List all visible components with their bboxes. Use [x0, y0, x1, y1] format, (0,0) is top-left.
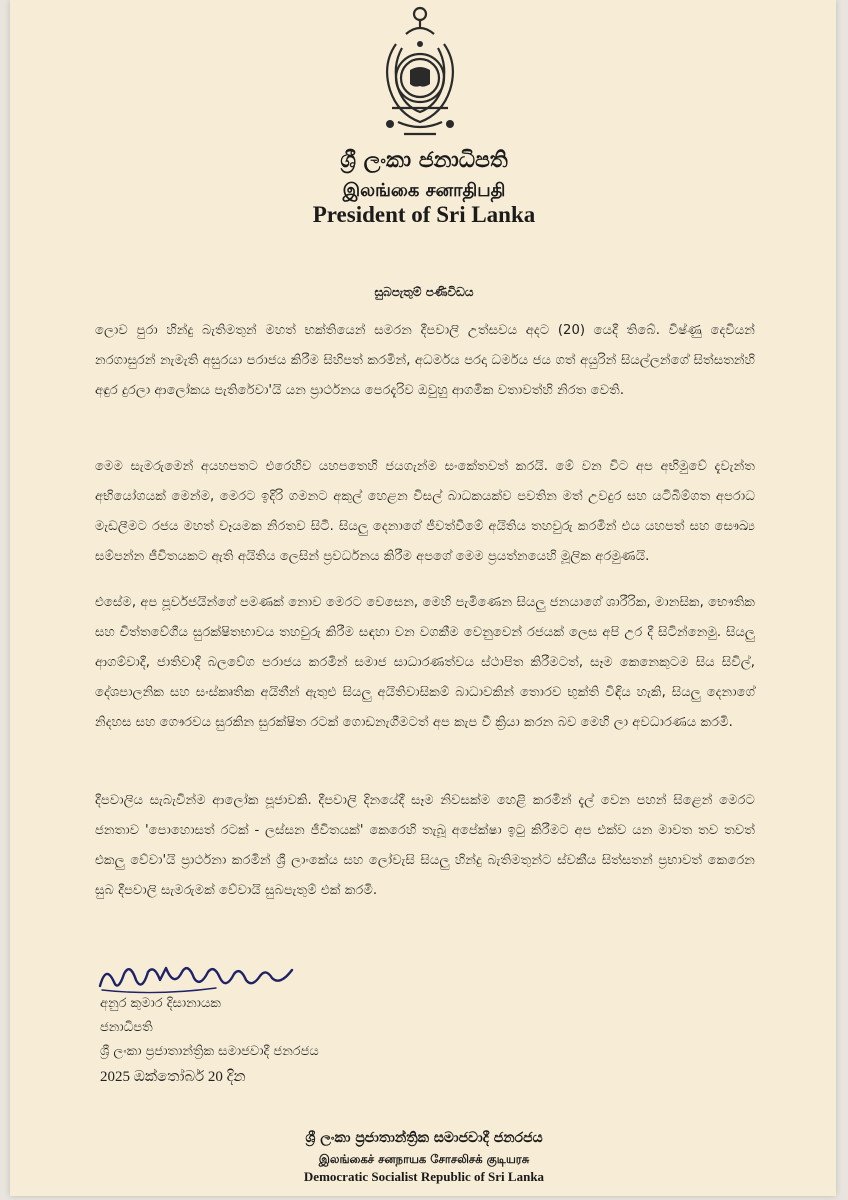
signatory-title: ජනාධිපති: [100, 1020, 153, 1035]
letterhead-title-sinhala: ශ්‍රී ලංකා ජනාධිපති: [340, 148, 508, 173]
document-heading: සුබපැතුම් පණිවිඩය: [374, 285, 474, 299]
letter-date: 2025 ඔක්තෝබර් 20 දින: [100, 1069, 246, 1085]
letterhead-title-english: President of Sri Lanka: [312, 202, 536, 227]
message-paragraph-3: එසේම, අප පූර්වජයින්ගේ පමණක් නොව මෙරට වෙසෙන, මෙහි පැමිණෙන සියලු ජනයාගේ ශාරීරික, මානසික, භෞතික සහ චිත්තවේගීය සුරක්ෂිතභාවය තහවුරු කිරීම සඳහා වන වගකීම වෙනුවෙන් රජයක් ලෙස අපි උර දී සිටින්නෙමු. සියලු ආගම්වාදී, ජාතිවාදී බලවේග පරාජය කරමින් සමාජ සාධාරණත්වය ස්ථාපිත කිරීමටත්, සෑම කෙනෙකුටම සිය සිවිල්, දේශපාලනික සහ සංස්කෘතික අයිතීන් ඇතුළු සියලු අයිතිවාසිකම් බාධාවකින් තොරව භුක්ති විඳිය හැකි, සියලු දෙනාගේ නිදහස සහ ගෞරවය සුරකින සුරක්ෂිත රටක් ගොඩනැගීමටත් අප කැප වී ක්‍රියා කරන බව මෙහි ලා අවධාරණය කරමි.: [95, 595, 755, 730]
footer-tamil: இலங்கைச் சனநாயக சோசலிசக் குடியரசு: [318, 1152, 530, 1166]
signatory-state: ශ්‍රී ලංකා ප්‍රජාතාන්ත්‍රික සමාජවාදී ජනරජය: [100, 1044, 319, 1059]
handwritten-signature: [96, 958, 301, 998]
sri-lanka-emblem: [372, 4, 468, 142]
footer-english: Democratic Socialist Republic of Sri Lanka: [303, 1169, 545, 1184]
message-paragraph-1: ලොව පුරා හින්දු බැතිමතුන් මහත් භක්තියෙන් සමරන දීපවාලි උත්සවය අදට (20) යෙදී තිබේ. විෂ්ණු දෙවියන් නරගාසුරන් නැමැති අසුරයා පරාජය කිරීම සිහිපත් කරමින්, අධර්මය පරදා ධර්මය ජය ගත් අයුරින් සියල්ලන්ගේ සිත්සතන්හි අඳුර දුරලා ආලෝකය පැතිරේවා'යි යන ප්‍රාර්ථනය පෙරදැරිව ඔවුහු ආගමික වතාවත්හි නිරත වෙති.: [95, 323, 755, 398]
signatory-name: අනුර කුමාර දිසානායක: [100, 996, 221, 1011]
footer-sinhala: ශ්‍රී ලංකා ප්‍රජාතාන්ත්‍රික සමාජවාදී ජනරජය: [305, 1130, 543, 1146]
message-paragraph-4: දීපවාලිය සැබැවින්ම ආලෝක පූජාවකි. දීපවාලි දිනයේදී සෑම නිවසක්ම හෙළි කරමින් දැල් වෙන පහන් සිළෙන් මෙරට ජනතාව 'පොහොසත් රටක් - ලස්සන ජීවිතයක්' කෙරෙහි තැබූ අපේක්ෂා ඉටු කිරීමට අප එක්ව යන මාවත තව තවත් එකලු වේවා'යි ප්‍රාර්ථනා කරමින් ශ්‍රී ලාංකේය සහ ලෝවැසි සියලු හින්දු බැතිමතුන්ට ස්වකීය සිත්සතන් ප්‍රභාවත් කෙරෙන සුබ දීපවාලි සැමරුමක් වේවායි සුබපැතුම් එක් කරමි.: [95, 793, 755, 898]
message-paragraph-2: මෙම සැමරුමෙන් අයහපතට එරෙහිව යහපතෙහි ජයගැන්ම සංකේතවත් කරයි. මේ වන විට අප අභිමුවේ දැවැන්ත අභියෝගයක් මෙන්ම, මෙරට ඉදිරි ගමනට අකුල් හෙළන විසල් බාධකයක්ව පවතින මත් උවදුර සහ යටිබිම්ගත අපරාධ මැඩලීමට රජය මහත් වෑයමක නිරතව සිටී. සියලු දෙනාගේ ජීවත්වීමේ අයිතිය තහවුරු කරමින් එය යහපත් සහ සෞඛ්‍ය සම්පන්න ජීවිතයකට ඇති අයිතිය ලෙසින් ප්‍රවර්ධනය කිරීම අපගේ මෙම ප්‍රයත්නයෙහි මූලික අරමුණයි.: [95, 459, 755, 564]
letterhead-title-tamil: இலங்கை சனாதிபதி: [342, 180, 506, 201]
